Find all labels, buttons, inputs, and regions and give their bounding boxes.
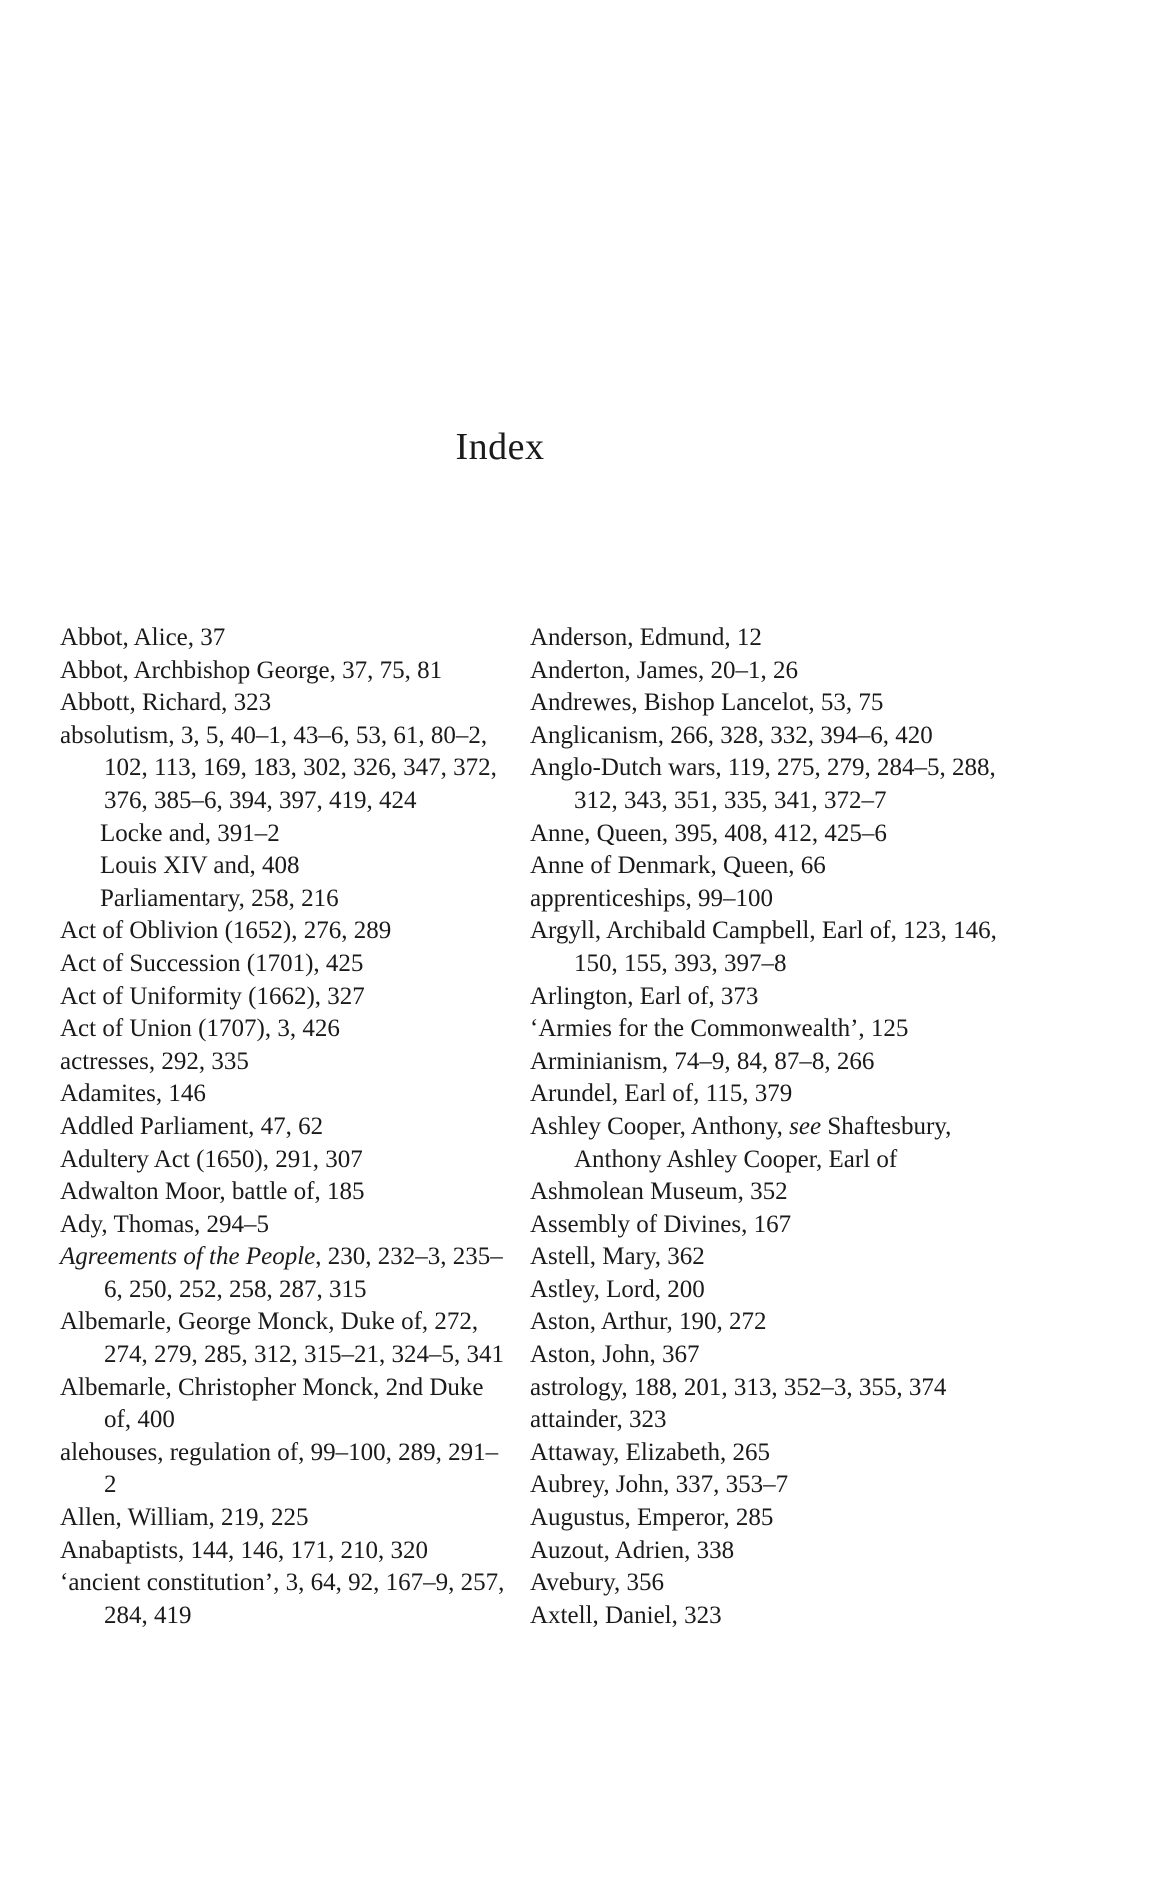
index-entry [530, 1078, 1030, 1111]
index-subentry [60, 818, 510, 851]
index-entry [60, 720, 510, 818]
index-entry-text: Adwalton Moor, battle of, 185 [60, 1178, 365, 1206]
index-entry [60, 1013, 510, 1046]
index-entry [60, 915, 510, 948]
index-entry-text: Aston, John, 367 [530, 1341, 700, 1369]
index-entry [60, 1306, 510, 1371]
index-entry [60, 1111, 510, 1144]
index-entry-text: Ashmolean Museum, 352 [530, 1178, 788, 1206]
index-entry-text: Anglicanism, 266, 328, 332, 394–6, 420 [530, 721, 933, 749]
index-entry [530, 1306, 1030, 1339]
index-entry-text: Arminianism, 74–9, 84, 87–8, 266 [530, 1047, 875, 1075]
index-entry-text: Albemarle, George Monck, Duke of, 272, 274, 279, 285, 312, 315–21, 324–5, 341 [60, 1308, 504, 1369]
index-column-right [530, 622, 1030, 1632]
index-entry [60, 948, 510, 981]
index-column-left [60, 622, 510, 1632]
index-entry [530, 1502, 1030, 1535]
index-entry-text: Albemarle, Christopher Monck, 2nd Duke of, 400 [60, 1373, 484, 1434]
index-entry [60, 981, 510, 1014]
index-entry-text: Act of Union (1707), 3, 426 [60, 1015, 340, 1043]
index-entry-text: Adultery Act (1650), 291, 307 [60, 1145, 363, 1173]
index-entry [60, 1535, 510, 1568]
index-entry-text: Augustus, Emperor, 285 [530, 1504, 774, 1532]
index-entry [530, 1437, 1030, 1470]
index-entry [530, 1241, 1030, 1274]
index-entry [530, 687, 1030, 720]
index-entry-text: Anne, Queen, 395, 408, 412, 425–6 [530, 819, 887, 847]
index-entry-text: ‘Armies for the Commonwealth’, 125 [530, 1015, 909, 1043]
index-entry-text: Avebury, 356 [530, 1569, 664, 1597]
index-entry-text: Aston, Arthur, 190, 272 [530, 1308, 767, 1336]
index-entry-text: Astley, Lord, 200 [530, 1275, 705, 1303]
index-entry-text: Ady, Thomas, 294–5 [60, 1210, 270, 1238]
index-entry [60, 1209, 510, 1242]
index-entry-text: actresses, 292, 335 [60, 1047, 249, 1075]
index-entry-text: Abbott, Richard, 323 [60, 689, 272, 717]
index-entry [530, 1535, 1030, 1568]
index-entry [530, 720, 1030, 753]
index-entry [60, 1046, 510, 1079]
index-entry [60, 1437, 510, 1502]
index-entry [60, 1372, 510, 1437]
index-entry [530, 1111, 1030, 1176]
index-entry [60, 687, 510, 720]
index-entry [530, 1339, 1030, 1372]
index-entry [530, 622, 1030, 655]
index-entry [60, 1567, 510, 1632]
index-entry-text: Astell, Mary, 362 [530, 1243, 705, 1271]
page-title: Index [455, 426, 545, 468]
index-entry-text: Locke and, 391–2 [100, 819, 280, 847]
index-entry [60, 622, 510, 655]
index-entry [530, 1567, 1030, 1600]
index-entry [60, 1078, 510, 1111]
index-entry-text: Axtell, Daniel, 323 [530, 1601, 722, 1629]
index-entry-text: Anabaptists, 144, 146, 171, 210, 320 [60, 1536, 429, 1564]
index-entry [530, 1013, 1030, 1046]
index-entry-text: alehouses, regulation of, 99–100, 289, 291–2 [60, 1438, 499, 1499]
index-entry-text: Aubrey, John, 337, 353–7 [530, 1471, 789, 1499]
index-entry [530, 1372, 1030, 1405]
index-entry-text: Anne of Denmark, Queen, 66 [530, 852, 826, 880]
index-entry-text: Anderson, Edmund, 12 [530, 624, 762, 651]
index-entry [530, 1274, 1030, 1307]
index-entry-text: Abbot, Archbishop George, 37, 75, 81 [60, 656, 443, 684]
index-entry-text: astrology, 188, 201, 313, 352–3, 355, 374 [530, 1373, 947, 1401]
index-entry-text: Argyll, Archibald Campbell, Earl of, 123, 146, 150, 155, 393, 397–8 [530, 917, 997, 977]
index-entry-text: Abbot, Alice, 37 [60, 624, 226, 651]
index-entry [530, 883, 1030, 916]
index-entry [530, 752, 1030, 817]
index-entry [60, 1176, 510, 1209]
index-entry-text: Assembly of Divines, 167 [530, 1210, 792, 1238]
index-entry [530, 818, 1030, 851]
index-entry [60, 1241, 510, 1306]
index-entry-text: Arundel, Earl of, 115, 379 [530, 1080, 793, 1108]
index-entry [60, 1502, 510, 1535]
index-entry-text: Allen, William, 219, 225 [60, 1504, 309, 1532]
index-entry [530, 655, 1030, 688]
index-entry-text: attainder, 323 [530, 1406, 667, 1434]
index-subentry [60, 850, 510, 883]
index-entry-text: Attaway, Elizabeth, 265 [530, 1438, 770, 1466]
index-entry [530, 915, 1030, 980]
index-entry-text: Auzout, Adrien, 338 [530, 1536, 735, 1564]
index-entry-text: absolutism, 3, 5, 40–1, 43–6, 53, 61, 80–2, 102, 113, 169, 183, 302, 326, 347, 372, 376, 385–6, 394, 397, 419, 424 [60, 721, 497, 814]
index-entry-text: Adamites, 146 [60, 1080, 206, 1108]
index-entry [60, 1144, 510, 1177]
index-entry-text: Anglo-Dutch wars, 119, 275, 279, 284–5, 288, 312, 343, 351, 335, 341, 372–7 [530, 754, 996, 814]
index-entry-text: ‘ancient constitution’, 3, 64, 92, 167–9, 257, 284, 419 [60, 1569, 505, 1629]
index-entry-text: Anderton, James, 20–1, 26 [530, 656, 799, 684]
index-entry [530, 850, 1030, 883]
index-subentry [60, 883, 510, 916]
index-entry [530, 1176, 1030, 1209]
index-entry [530, 1469, 1030, 1502]
index-entry [530, 1209, 1030, 1242]
index-entry-text: Arlington, Earl of, 373 [530, 982, 759, 1010]
index-entry [530, 981, 1030, 1014]
index-entry-text: Ashley Cooper, Anthony, see Shaftesbury, Anthony Ashley Cooper, Earl of [530, 1112, 952, 1173]
index-entry [530, 1404, 1030, 1437]
index-entry-text: Act of Succession (1701), 425 [60, 949, 364, 977]
index-entry [530, 1600, 1030, 1633]
index-entry [530, 1046, 1030, 1079]
index-entry-text: Act of Uniformity (1662), 327 [60, 982, 365, 1010]
index-entry-text: Louis XIV and, 408 [100, 852, 300, 880]
index-entry-text: Andrewes, Bishop Lancelot, 53, 75 [530, 689, 884, 717]
index-entry-text: Agreements of the People, 230, 232–3, 235–6, 250, 252, 258, 287, 315 [60, 1243, 503, 1303]
index-entry [60, 655, 510, 688]
index-entry-text: Addled Parliament, 47, 62 [60, 1112, 324, 1140]
index-entry-text: Act of Oblivion (1652), 276, 289 [60, 917, 392, 945]
index-entry-text: Parliamentary, 258, 216 [100, 884, 339, 912]
index-entry-text: apprenticeships, 99–100 [530, 884, 774, 912]
